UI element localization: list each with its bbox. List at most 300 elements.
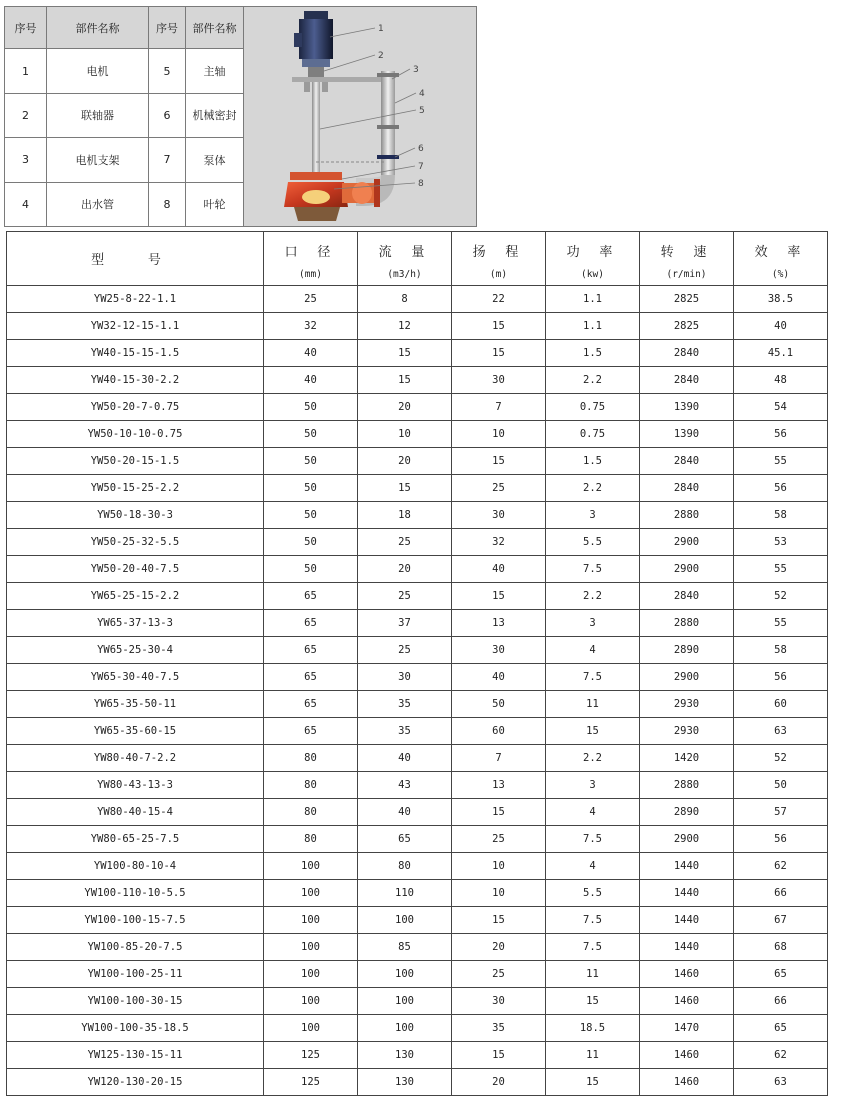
- speed-cell: 1420: [640, 745, 734, 772]
- head-cell: 40: [452, 556, 546, 583]
- speed-cell: 1460: [640, 1069, 734, 1096]
- head-cell: 50: [452, 691, 546, 718]
- part-name: 泵体: [186, 138, 244, 182]
- head-cell: 30: [452, 637, 546, 664]
- table-row: [7, 367, 828, 394]
- callout-label: 2: [378, 51, 384, 61]
- power-cell: 18.5: [546, 1015, 640, 1042]
- efficiency-cell: 62: [734, 853, 828, 880]
- header-efficiency: [734, 232, 828, 286]
- table-row: [7, 610, 828, 637]
- header-model-label: 型 号: [91, 253, 179, 268]
- power-cell: 7.5: [546, 907, 640, 934]
- spec-table-body: [7, 286, 828, 1096]
- header-unit: (%): [771, 269, 790, 280]
- speed-cell: 2880: [640, 502, 734, 529]
- table-row: [7, 664, 828, 691]
- header-speed: [640, 232, 734, 286]
- table-row: [7, 583, 828, 610]
- flow-cell: 40: [358, 799, 452, 826]
- motor: [294, 11, 333, 67]
- table-row: [7, 718, 828, 745]
- head-cell: 7: [452, 745, 546, 772]
- header-label: 口 径: [284, 245, 337, 260]
- efficiency-cell: 52: [734, 583, 828, 610]
- diameter-cell: 65: [264, 610, 358, 637]
- callout-label: 7: [418, 162, 424, 172]
- model-cell: YW125-130-15-11: [7, 1042, 264, 1069]
- flow-cell: 80: [358, 853, 452, 880]
- power-cell: 0.75: [546, 421, 640, 448]
- power-cell: 1.5: [546, 448, 640, 475]
- model-cell: YW40-15-15-1.5: [7, 340, 264, 367]
- diameter-cell: 80: [264, 745, 358, 772]
- diameter-cell: 50: [264, 421, 358, 448]
- flow-cell: 10: [358, 421, 452, 448]
- head-cell: 15: [452, 448, 546, 475]
- parts-header-row: [5, 7, 477, 49]
- model-cell: YW100-100-30-15: [7, 988, 264, 1015]
- flow-cell: 15: [358, 475, 452, 502]
- flow-cell: 20: [358, 448, 452, 475]
- power-cell: 15: [546, 718, 640, 745]
- efficiency-cell: 56: [734, 664, 828, 691]
- table-row: [7, 907, 828, 934]
- speed-cell: 1440: [640, 934, 734, 961]
- efficiency-cell: 63: [734, 718, 828, 745]
- diameter-cell: 65: [264, 691, 358, 718]
- diameter-cell: 65: [264, 718, 358, 745]
- table-row: [7, 880, 828, 907]
- speed-cell: 1460: [640, 961, 734, 988]
- header-diameter: [264, 232, 358, 286]
- part-no: 7: [149, 138, 186, 182]
- spec-header-row: [7, 232, 828, 286]
- efficiency-cell: 58: [734, 637, 828, 664]
- table-row: [7, 313, 828, 340]
- part-no: 1: [5, 49, 47, 93]
- diameter-cell: 40: [264, 340, 358, 367]
- pump-diagram: [244, 7, 476, 226]
- power-cell: 15: [546, 1069, 640, 1096]
- table-row: [7, 745, 828, 772]
- power-cell: 7.5: [546, 556, 640, 583]
- header-unit: (mm): [299, 269, 322, 280]
- speed-cell: 2840: [640, 448, 734, 475]
- diameter-cell: 50: [264, 394, 358, 421]
- callout-label: 6: [418, 144, 424, 154]
- table-row: [7, 691, 828, 718]
- power-cell: 7.5: [546, 934, 640, 961]
- head-cell: 13: [452, 610, 546, 637]
- table-row: [7, 286, 828, 313]
- table-row: [7, 961, 828, 988]
- model-cell: YW50-20-15-1.5: [7, 448, 264, 475]
- model-cell: YW65-25-30-4: [7, 637, 264, 664]
- efficiency-cell: 68: [734, 934, 828, 961]
- speed-cell: 2825: [640, 286, 734, 313]
- diameter-cell: 100: [264, 880, 358, 907]
- speed-cell: 1460: [640, 1042, 734, 1069]
- parts-table: [4, 6, 477, 227]
- diameter-cell: 125: [264, 1069, 358, 1096]
- flow-cell: 100: [358, 907, 452, 934]
- power-cell: 4: [546, 853, 640, 880]
- model-cell: YW65-37-13-3: [7, 610, 264, 637]
- parts-header-name: 部件名称: [186, 7, 244, 49]
- flow-cell: 25: [358, 637, 452, 664]
- head-cell: 25: [452, 826, 546, 853]
- efficiency-cell: 67: [734, 907, 828, 934]
- parts-header-name: 部件名称: [47, 7, 149, 49]
- header-unit: (kw): [581, 269, 604, 280]
- callout-label: 4: [419, 89, 425, 99]
- header-model: [7, 232, 264, 286]
- efficiency-cell: 65: [734, 961, 828, 988]
- model-cell: YW50-18-30-3: [7, 502, 264, 529]
- table-row: [7, 340, 828, 367]
- flow-cell: 100: [358, 961, 452, 988]
- head-cell: 35: [452, 1015, 546, 1042]
- speed-cell: 2900: [640, 826, 734, 853]
- callout-label: 3: [413, 65, 419, 75]
- head-cell: 30: [452, 367, 546, 394]
- flow-cell: 25: [358, 583, 452, 610]
- flow-cell: 25: [358, 529, 452, 556]
- diameter-cell: 50: [264, 448, 358, 475]
- model-cell: YW80-43-13-3: [7, 772, 264, 799]
- flow-cell: 130: [358, 1042, 452, 1069]
- flow-cell: 40: [358, 745, 452, 772]
- head-cell: 15: [452, 340, 546, 367]
- part-no: 8: [149, 182, 186, 226]
- efficiency-cell: 55: [734, 610, 828, 637]
- speed-cell: 2840: [640, 583, 734, 610]
- diameter-cell: 50: [264, 502, 358, 529]
- head-cell: 10: [452, 421, 546, 448]
- flow-cell: 20: [358, 394, 452, 421]
- power-cell: 1.1: [546, 313, 640, 340]
- diameter-cell: 65: [264, 664, 358, 691]
- speed-cell: 1440: [640, 853, 734, 880]
- head-cell: 10: [452, 853, 546, 880]
- table-row: [7, 853, 828, 880]
- flow-cell: 30: [358, 664, 452, 691]
- header-unit: (m): [489, 269, 508, 280]
- diameter-cell: 65: [264, 637, 358, 664]
- parts-header-no: 序号: [149, 7, 186, 49]
- head-cell: 60: [452, 718, 546, 745]
- power-cell: 2.2: [546, 367, 640, 394]
- header-label: 效 率: [754, 245, 807, 260]
- head-cell: 20: [452, 934, 546, 961]
- flow-cell: 37: [358, 610, 452, 637]
- flow-cell: 15: [358, 340, 452, 367]
- efficiency-cell: 56: [734, 421, 828, 448]
- table-row: [7, 1069, 828, 1096]
- flow-cell: 20: [358, 556, 452, 583]
- model-cell: YW100-85-20-7.5: [7, 934, 264, 961]
- parts-header-no: 序号: [5, 7, 47, 49]
- power-cell: 15: [546, 988, 640, 1015]
- efficiency-cell: 38.5: [734, 286, 828, 313]
- efficiency-cell: 54: [734, 394, 828, 421]
- model-cell: YW40-15-30-2.2: [7, 367, 264, 394]
- flow-cell: 15: [358, 367, 452, 394]
- model-cell: YW50-20-40-7.5: [7, 556, 264, 583]
- speed-cell: 2930: [640, 718, 734, 745]
- diameter-cell: 100: [264, 1015, 358, 1042]
- model-cell: YW32-12-15-1.1: [7, 313, 264, 340]
- efficiency-cell: 56: [734, 826, 828, 853]
- flow-cell: 18: [358, 502, 452, 529]
- speed-cell: 1390: [640, 421, 734, 448]
- header-head: [452, 232, 546, 286]
- part-no: 4: [5, 182, 47, 226]
- diameter-cell: 65: [264, 583, 358, 610]
- shaft: [312, 82, 320, 177]
- model-cell: YW65-30-40-7.5: [7, 664, 264, 691]
- part-no: 5: [149, 49, 186, 93]
- model-cell: YW80-40-7-2.2: [7, 745, 264, 772]
- efficiency-cell: 50: [734, 772, 828, 799]
- model-cell: YW65-35-60-15: [7, 718, 264, 745]
- head-cell: 15: [452, 907, 546, 934]
- table-row: [7, 529, 828, 556]
- motor-support-plate: [292, 77, 392, 82]
- diameter-cell: 80: [264, 772, 358, 799]
- diameter-cell: 50: [264, 475, 358, 502]
- table-row: [7, 772, 828, 799]
- power-cell: 4: [546, 799, 640, 826]
- part-no: 6: [149, 93, 186, 137]
- header-label: 流 量: [378, 245, 431, 260]
- table-row: [7, 826, 828, 853]
- header-power: [546, 232, 640, 286]
- table-row: [7, 637, 828, 664]
- power-cell: 1.5: [546, 340, 640, 367]
- speed-cell: 2930: [640, 691, 734, 718]
- part-name: 叶轮: [186, 182, 244, 226]
- diameter-cell: 100: [264, 988, 358, 1015]
- power-cell: 5.5: [546, 529, 640, 556]
- part-name: 电机支架: [47, 138, 149, 182]
- power-cell: 2.2: [546, 475, 640, 502]
- flow-cell: 65: [358, 826, 452, 853]
- head-cell: 7: [452, 394, 546, 421]
- flow-cell: 110: [358, 880, 452, 907]
- diameter-cell: 100: [264, 961, 358, 988]
- power-cell: 3: [546, 610, 640, 637]
- header-unit: (m3/h): [387, 269, 422, 280]
- flow-cell: 100: [358, 1015, 452, 1042]
- model-cell: YW50-10-10-0.75: [7, 421, 264, 448]
- part-no: 2: [5, 93, 47, 137]
- head-cell: 15: [452, 583, 546, 610]
- efficiency-cell: 53: [734, 529, 828, 556]
- table-row: [7, 475, 828, 502]
- head-cell: 20: [452, 1069, 546, 1096]
- part-no: 3: [5, 138, 47, 182]
- model-cell: YW50-15-25-2.2: [7, 475, 264, 502]
- callout-label: 5: [419, 106, 425, 116]
- speed-cell: 2840: [640, 367, 734, 394]
- model-cell: YW50-20-7-0.75: [7, 394, 264, 421]
- model-cell: YW100-100-15-7.5: [7, 907, 264, 934]
- impeller: [302, 190, 330, 204]
- table-row: [7, 799, 828, 826]
- speed-cell: 1440: [640, 907, 734, 934]
- efficiency-cell: 62: [734, 1042, 828, 1069]
- speed-cell: 2890: [640, 799, 734, 826]
- model-cell: YW100-100-25-11: [7, 961, 264, 988]
- spec-table: [6, 231, 828, 1096]
- diameter-cell: 50: [264, 529, 358, 556]
- head-cell: 10: [452, 880, 546, 907]
- table-row: [7, 421, 828, 448]
- header-label: 转 速: [660, 245, 713, 260]
- part-name: 联轴器: [47, 93, 149, 137]
- flow-cell: 35: [358, 691, 452, 718]
- model-cell: YW80-40-15-4: [7, 799, 264, 826]
- flow-cell: 100: [358, 988, 452, 1015]
- head-cell: 22: [452, 286, 546, 313]
- model-cell: YW100-100-35-18.5: [7, 1015, 264, 1042]
- head-cell: 13: [452, 772, 546, 799]
- efficiency-cell: 60: [734, 691, 828, 718]
- head-cell: 25: [452, 961, 546, 988]
- diameter-cell: 40: [264, 367, 358, 394]
- head-cell: 30: [452, 988, 546, 1015]
- flow-cell: 35: [358, 718, 452, 745]
- table-row: [7, 934, 828, 961]
- power-cell: 11: [546, 1042, 640, 1069]
- header-unit: (r/min): [666, 269, 707, 280]
- part-name: 出水管: [47, 182, 149, 226]
- efficiency-cell: 65: [734, 1015, 828, 1042]
- flow-cell: 8: [358, 286, 452, 313]
- diameter-cell: 100: [264, 934, 358, 961]
- head-cell: 15: [452, 313, 546, 340]
- table-row: [7, 556, 828, 583]
- speed-cell: 2840: [640, 340, 734, 367]
- efficiency-cell: 52: [734, 745, 828, 772]
- speed-cell: 1440: [640, 880, 734, 907]
- table-row: [7, 988, 828, 1015]
- efficiency-cell: 58: [734, 502, 828, 529]
- table-row: [7, 394, 828, 421]
- model-cell: YW65-25-15-2.2: [7, 583, 264, 610]
- part-name: 主轴: [186, 49, 244, 93]
- efficiency-cell: 66: [734, 988, 828, 1015]
- power-cell: 5.5: [546, 880, 640, 907]
- power-cell: 2.2: [546, 583, 640, 610]
- speed-cell: 2825: [640, 313, 734, 340]
- speed-cell: 1460: [640, 988, 734, 1015]
- flow-cell: 43: [358, 772, 452, 799]
- diameter-cell: 80: [264, 799, 358, 826]
- efficiency-cell: 63: [734, 1069, 828, 1096]
- head-cell: 15: [452, 799, 546, 826]
- speed-cell: 1470: [640, 1015, 734, 1042]
- table-row: [7, 448, 828, 475]
- table-row: [7, 1042, 828, 1069]
- model-cell: YW100-110-10-5.5: [7, 880, 264, 907]
- diameter-cell: 125: [264, 1042, 358, 1069]
- diameter-cell: 100: [264, 907, 358, 934]
- speed-cell: 2900: [640, 664, 734, 691]
- efficiency-cell: 40: [734, 313, 828, 340]
- model-cell: YW80-65-25-7.5: [7, 826, 264, 853]
- head-cell: 30: [452, 502, 546, 529]
- header-label: 扬 程: [472, 245, 525, 260]
- header-label: 功 率: [566, 245, 619, 260]
- table-row: [7, 1015, 828, 1042]
- efficiency-cell: 55: [734, 448, 828, 475]
- efficiency-cell: 55: [734, 556, 828, 583]
- head-cell: 25: [452, 475, 546, 502]
- callout-label: 1: [378, 24, 384, 34]
- head-cell: 32: [452, 529, 546, 556]
- flow-cell: 12: [358, 313, 452, 340]
- speed-cell: 2880: [640, 610, 734, 637]
- speed-cell: 2840: [640, 475, 734, 502]
- efficiency-cell: 66: [734, 880, 828, 907]
- diameter-cell: 32: [264, 313, 358, 340]
- model-cell: YW65-35-50-11: [7, 691, 264, 718]
- diameter-cell: 80: [264, 826, 358, 853]
- power-cell: 3: [546, 502, 640, 529]
- power-cell: 1.1: [546, 286, 640, 313]
- model-cell: YW25-8-22-1.1: [7, 286, 264, 313]
- speed-cell: 2900: [640, 556, 734, 583]
- head-cell: 40: [452, 664, 546, 691]
- header-flow: [358, 232, 452, 286]
- efficiency-cell: 48: [734, 367, 828, 394]
- coupling: [308, 67, 324, 77]
- speed-cell: 2890: [640, 637, 734, 664]
- table-row: [7, 502, 828, 529]
- diameter-cell: 50: [264, 556, 358, 583]
- speed-cell: 2900: [640, 529, 734, 556]
- power-cell: 4: [546, 637, 640, 664]
- head-cell: 15: [452, 1042, 546, 1069]
- callout-label: 8: [418, 179, 424, 189]
- diameter-cell: 25: [264, 286, 358, 313]
- power-cell: 11: [546, 691, 640, 718]
- power-cell: 3: [546, 772, 640, 799]
- efficiency-cell: 45.1: [734, 340, 828, 367]
- power-cell: 7.5: [546, 826, 640, 853]
- flow-cell: 85: [358, 934, 452, 961]
- power-cell: 2.2: [546, 745, 640, 772]
- part-name: 机械密封: [186, 93, 244, 137]
- model-cell: YW120-130-20-15: [7, 1069, 264, 1096]
- pump-diagram-cell: [244, 7, 477, 227]
- power-cell: 7.5: [546, 664, 640, 691]
- model-cell: YW100-80-10-4: [7, 853, 264, 880]
- efficiency-cell: 57: [734, 799, 828, 826]
- model-cell: YW50-25-32-5.5: [7, 529, 264, 556]
- power-cell: 11: [546, 961, 640, 988]
- part-name: 电机: [47, 49, 149, 93]
- power-cell: 0.75: [546, 394, 640, 421]
- speed-cell: 1390: [640, 394, 734, 421]
- efficiency-cell: 56: [734, 475, 828, 502]
- diameter-cell: 100: [264, 853, 358, 880]
- speed-cell: 2880: [640, 772, 734, 799]
- flow-cell: 130: [358, 1069, 452, 1096]
